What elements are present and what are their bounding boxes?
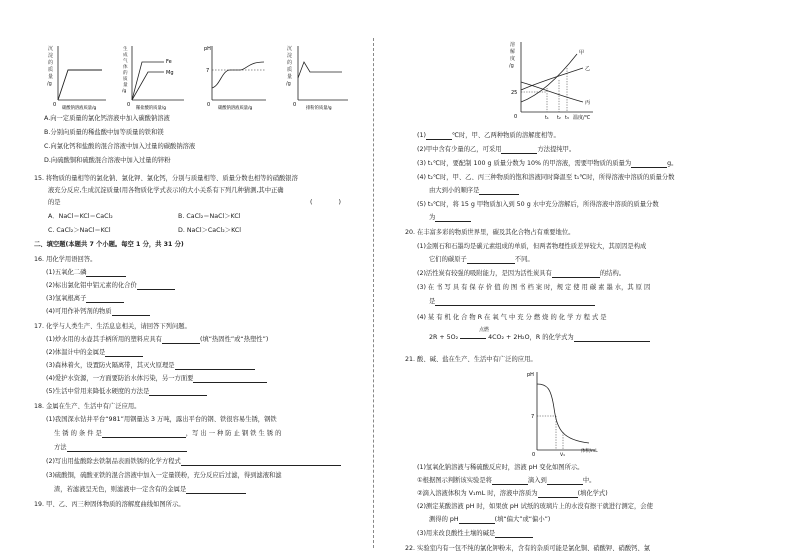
curve-bing: [521, 82, 583, 102]
q17-blank3[interactable]: [175, 363, 255, 370]
svg-text:V₁: V₁: [560, 453, 565, 458]
q21-item1d: ②滴入溶液体积为 V₁mL 时，溶液中溶质为 (填化学式): [417, 490, 608, 497]
graph-precipitate-vs-powder: [280, 42, 356, 112]
q15-line3: 的是: [48, 199, 61, 206]
svg-text:的: 的: [123, 71, 128, 76]
reaction-arrow-line: [460, 335, 486, 339]
svg-text:排粉的质量/g: 排粉的质量/g: [306, 106, 332, 111]
q19-blank1[interactable]: [426, 133, 452, 140]
series-yi-label: 乙: [585, 66, 591, 72]
series-mg-label: Mg: [166, 70, 174, 76]
curve-yi: [521, 68, 583, 90]
svg-text:气: 气: [123, 59, 128, 64]
solubility-xlabel: 温度/℃: [573, 115, 591, 121]
q16-item1: (1)五氧化二磷: [46, 269, 126, 277]
svg-text:生: 生: [123, 47, 128, 52]
q21-item2a: (2)测定某酸溶液 pH 时，如果放 pH 试纸的玻璃片上的水没有擦干就进行测定，会使: [417, 503, 653, 510]
q20-blank4[interactable]: [574, 335, 650, 342]
svg-text:沉: 沉: [287, 46, 293, 52]
svg-text:度: 度: [510, 56, 516, 62]
q18-item2: (2)写出用盐酸除去铁制品表面铁锈的化学方程式: [46, 458, 341, 466]
q19-blank2[interactable]: [501, 147, 537, 154]
q18-item3a: (3)硫酸铜，硫酸亚铁的混合溶液中加入一定量镁粉，充分反应后过滤，得到滤液和滤: [46, 472, 282, 479]
q18-item3b: 渣，若滤液呈无色，则滤液中一定含有的金属是: [54, 486, 246, 494]
svg-text:量: 量: [123, 83, 128, 88]
svg-text:0: 0: [53, 102, 57, 108]
q21-blank1[interactable]: [492, 478, 528, 485]
q17-item3: (3)森林着火，设置防火隔离带，其灭火原理是: [46, 362, 255, 370]
svg-text:量: 量: [287, 74, 293, 80]
q19-item4b: 由大到小的顺序是: [429, 187, 519, 195]
q17-item1: (1)炒水用的水壶其手柄所用的塑料应具有 (填“热固性”或“热塑性”): [46, 336, 269, 343]
q16-title: 16. 用化学用语回答。: [34, 256, 97, 263]
svg-text:淀: 淀: [48, 53, 54, 59]
q20-blank2[interactable]: [552, 271, 600, 278]
q19-blank4[interactable]: [479, 188, 519, 195]
q20-item2: (2)活性炭有较强的吸附能力，是因为活性炭具有 的结构。: [417, 270, 626, 277]
q16-item4: (4)可用作补钙剂的物质: [46, 308, 150, 316]
svg-text:成: 成: [123, 53, 128, 58]
q14-option-c: C.向氯化钙和盐酸的混合溶液中加入过量的碳酸钠溶液: [44, 143, 196, 150]
svg-text:溶: 溶: [510, 42, 516, 48]
q19-item5a: (5) t₃℃时，将 15 g 甲物质加入到 50 g 水中充分溶解后，所得溶液中溶质的质量分数: [417, 201, 659, 208]
graph-gas-vs-hydrochloric-acid: [118, 42, 196, 112]
q20-title: 20. 在丰富多彩的物质世界里，碳及其化合物占有重要地位。: [405, 229, 575, 236]
svg-text:0: 0: [293, 102, 297, 108]
graph-precipitate-vs-sodium-carbonate: [42, 42, 112, 112]
q21-item1a: ①根据图示判断该实验是将 滴入到 中。: [417, 477, 596, 484]
svg-text:25: 25: [511, 90, 518, 96]
svg-text:t₂: t₂: [557, 116, 561, 121]
q21-title: 21. 酸、碱、盐在生产、生活中有广泛的应用。: [405, 356, 537, 363]
graph1-xlabel: 碳酸钠溶液质量/g: [62, 106, 97, 111]
q15-line1: 15. 将物质的量相等的氯化钠、氯化钾、氯化钙，分别与质量相等、质量分数也相等的硝酸银溶: [34, 175, 298, 182]
q18-blank1[interactable]: [102, 431, 186, 438]
q22-title: 22. 实验室内有一包不纯的氯化钾粉末，含有的杂质可能是氯化铜、硝酸钾、硝酸钙、氯: [405, 545, 651, 552]
q19-title: 19. 甲、乙、丙三种固体物质的溶解度曲线如图所示。: [34, 501, 185, 508]
q15-option-d: D. NaCl＞CaCl₂＞KCl: [178, 227, 242, 234]
q21-blank2[interactable]: [547, 478, 583, 485]
ph-titration-graph: [523, 368, 603, 458]
svg-text:解: 解: [510, 49, 516, 55]
svg-text:量: 量: [48, 74, 54, 80]
q20-item4a: (4) 某 有 机 化 合 物 R 在 氧 气 中 充 分 燃 烧 的 化 学 方 程 式 是: [417, 314, 607, 321]
q19-item2: (2)甲中含有少量的乙，可采用 方法提纯甲。: [417, 146, 576, 153]
svg-text:0: 0: [127, 102, 131, 108]
q18-blank2[interactable]: [67, 445, 187, 452]
q21-blank3[interactable]: [538, 491, 578, 498]
q19-blank3[interactable]: [631, 161, 667, 168]
q17-blank4[interactable]: [193, 376, 267, 383]
q16-item3: (3)氢氧根离子: [46, 295, 124, 303]
svg-text:质: 质: [48, 67, 54, 73]
q17-item5: (5)生活中常用来降低水硬度的方法是: [46, 388, 207, 396]
q15-option-c: C. CaCl₂＞NaCl＝KCl: [48, 227, 111, 234]
graph-ph-vs-sodium-carbonate: [200, 42, 276, 112]
svg-text:体积/mL: 体积/mL: [581, 449, 598, 454]
graph1-axes: [58, 46, 106, 100]
svg-text:7: 7: [206, 68, 210, 74]
svg-text:pH: pH: [527, 372, 534, 378]
curve-jia: [521, 54, 577, 102]
q16-blank3[interactable]: [86, 296, 124, 303]
q14-option-d: D.向硫酸铜和硫酸混合溶液中加入过量的锌粉: [44, 157, 171, 164]
column-divider: [373, 38, 374, 548]
q19-item4a: (4) t₂℃时，甲、乙、丙三种物质的饱和溶液同时降温至 t₁℃时，所得溶液中溶质的质量分数: [417, 174, 675, 181]
q20-item1a: (1)金刚石和石墨均是碳元素组成的单质，但两者物理性质差异较大，其原因是构成: [417, 243, 647, 250]
svg-text:稀盐酸的质量/g: 稀盐酸的质量/g: [136, 106, 166, 111]
q16-item2: (2)标出氯化铝中铝元素的化合价: [46, 282, 175, 290]
svg-text:/g: /g: [509, 63, 514, 69]
svg-text:体: 体: [123, 65, 128, 70]
q15-option-a: A．NaCl＝KCl＝CaCl₂: [48, 213, 113, 220]
q14-option-a: A.向一定质量的氯化钙溶液中加入碳酸钠溶液: [44, 115, 170, 122]
graph1-ylabel: [47, 45, 53, 87]
q20-equation: 2R + 5O₂ 4CO₂ + 2H₂O，R 的化学式为: [429, 334, 650, 342]
q15-line2: 液充分反应,生成沉淀质量(用各物质化学式表示)的大小关系有下列几种猜测,其中正确: [48, 187, 284, 194]
q18-item1d: 方法: [54, 444, 187, 452]
q18-blank3[interactable]: [181, 459, 341, 466]
svg-text:0: 0: [532, 452, 536, 458]
q19-blank5[interactable]: [435, 215, 471, 222]
svg-text:沉: 沉: [48, 46, 54, 52]
q17-blank2[interactable]: [105, 350, 143, 357]
svg-text:的: 的: [48, 60, 54, 66]
svg-text:7: 7: [531, 414, 535, 420]
section-fill-in-title: 二、填空题(本题共 7 个小题。每空 1 分，共 31 分): [34, 241, 184, 248]
q21-item2b: 测得的 pH (填“偏大”或“偏小”): [429, 516, 551, 523]
svg-text:0: 0: [514, 114, 518, 120]
svg-text:t₃: t₃: [565, 116, 569, 121]
q21-blank4[interactable]: [459, 517, 495, 524]
q17-title: 17. 化学与人类生产、生活息息相关，请回答下列问题。: [34, 323, 191, 330]
q21-item3: (3)用来改良酸性土壤的碱是: [417, 530, 533, 538]
svg-text:质: 质: [123, 77, 128, 82]
series-fe-label: Fe: [166, 59, 172, 65]
svg-text:质: 质: [287, 67, 293, 73]
q15-option-b: B. CaCl₂＝NaCl＞KCl: [178, 213, 241, 220]
solubility-curve-graph: [503, 38, 603, 122]
q17-blank1[interactable]: [162, 337, 200, 344]
svg-text:t₁: t₁: [545, 116, 549, 121]
reaction-condition: 点燃: [479, 327, 490, 333]
q21-item1: (1)氢氧化钠溶液与稀硫酸反应时，溶液 pH 变化如图所示。: [417, 464, 584, 471]
q18-item1a: (1)我国深水钻井平台“981”用钢量达 3 万吨，露出平台的钢、铁很容易生锈，钢铁: [46, 416, 277, 423]
series-bing-label: 丙: [585, 100, 591, 106]
svg-text:的: 的: [287, 60, 293, 66]
svg-text:/g: /g: [47, 81, 52, 87]
svg-text:pH: pH: [204, 46, 211, 52]
q20-item3a: (3) 在 书 写 具 有 保 存 价 值 的 图 书 档 案 时，规 定 使 用 碳 素 墨 水，其 原 因: [417, 284, 651, 291]
q20-item1b: 它们的碳原子 不同。: [429, 256, 534, 263]
svg-text:淀: 淀: [287, 53, 293, 59]
q18-title: 18. 金属在生产、生活中有广泛应用。: [34, 403, 141, 410]
q18-blank4[interactable]: [186, 487, 246, 494]
q17-blank5[interactable]: [149, 389, 207, 396]
svg-text:/g: /g: [286, 81, 291, 87]
q16-blank4[interactable]: [112, 309, 150, 316]
q19-item5b: 为: [429, 214, 471, 222]
q16-blank1[interactable]: [86, 270, 126, 277]
q16-blank2[interactable]: [137, 283, 175, 290]
q21-blank5[interactable]: [495, 531, 533, 538]
q15-answer-paren[interactable]: ( ): [310, 199, 341, 206]
q20-blank1[interactable]: [467, 257, 515, 264]
svg-text:/g: /g: [122, 89, 127, 94]
q20-blank3[interactable]: [435, 299, 595, 306]
q20-item3b: 是: [429, 298, 595, 306]
q17-item2: (2)体温计中的金属是: [46, 349, 143, 357]
q18-item1b: 生 锈 的 条 件 是 ，写 出 一 种 防 止 钢 铁 生 锈 的: [54, 430, 282, 437]
svg-text:0: 0: [207, 102, 211, 108]
series-jia-label: 甲: [579, 50, 585, 56]
svg-text:碳酸钠溶液质量/g: 碳酸钠溶液质量/g: [218, 106, 253, 111]
q19-item1: (1) ℃时，甲、乙两种物质的溶解度相等。: [417, 132, 560, 139]
q19-item3: (3) t₁℃时，要配制 100 g 质量分数为 10% 的甲溶液，需要甲物质的质量为 g。: [417, 160, 678, 167]
q14-option-b: B.分别向质量的稀盐酸中加等质量的铁和镁: [44, 129, 164, 136]
q17-item4: (4)爱护水资源，一方面要防治水体污染，另一方面要: [46, 375, 267, 383]
